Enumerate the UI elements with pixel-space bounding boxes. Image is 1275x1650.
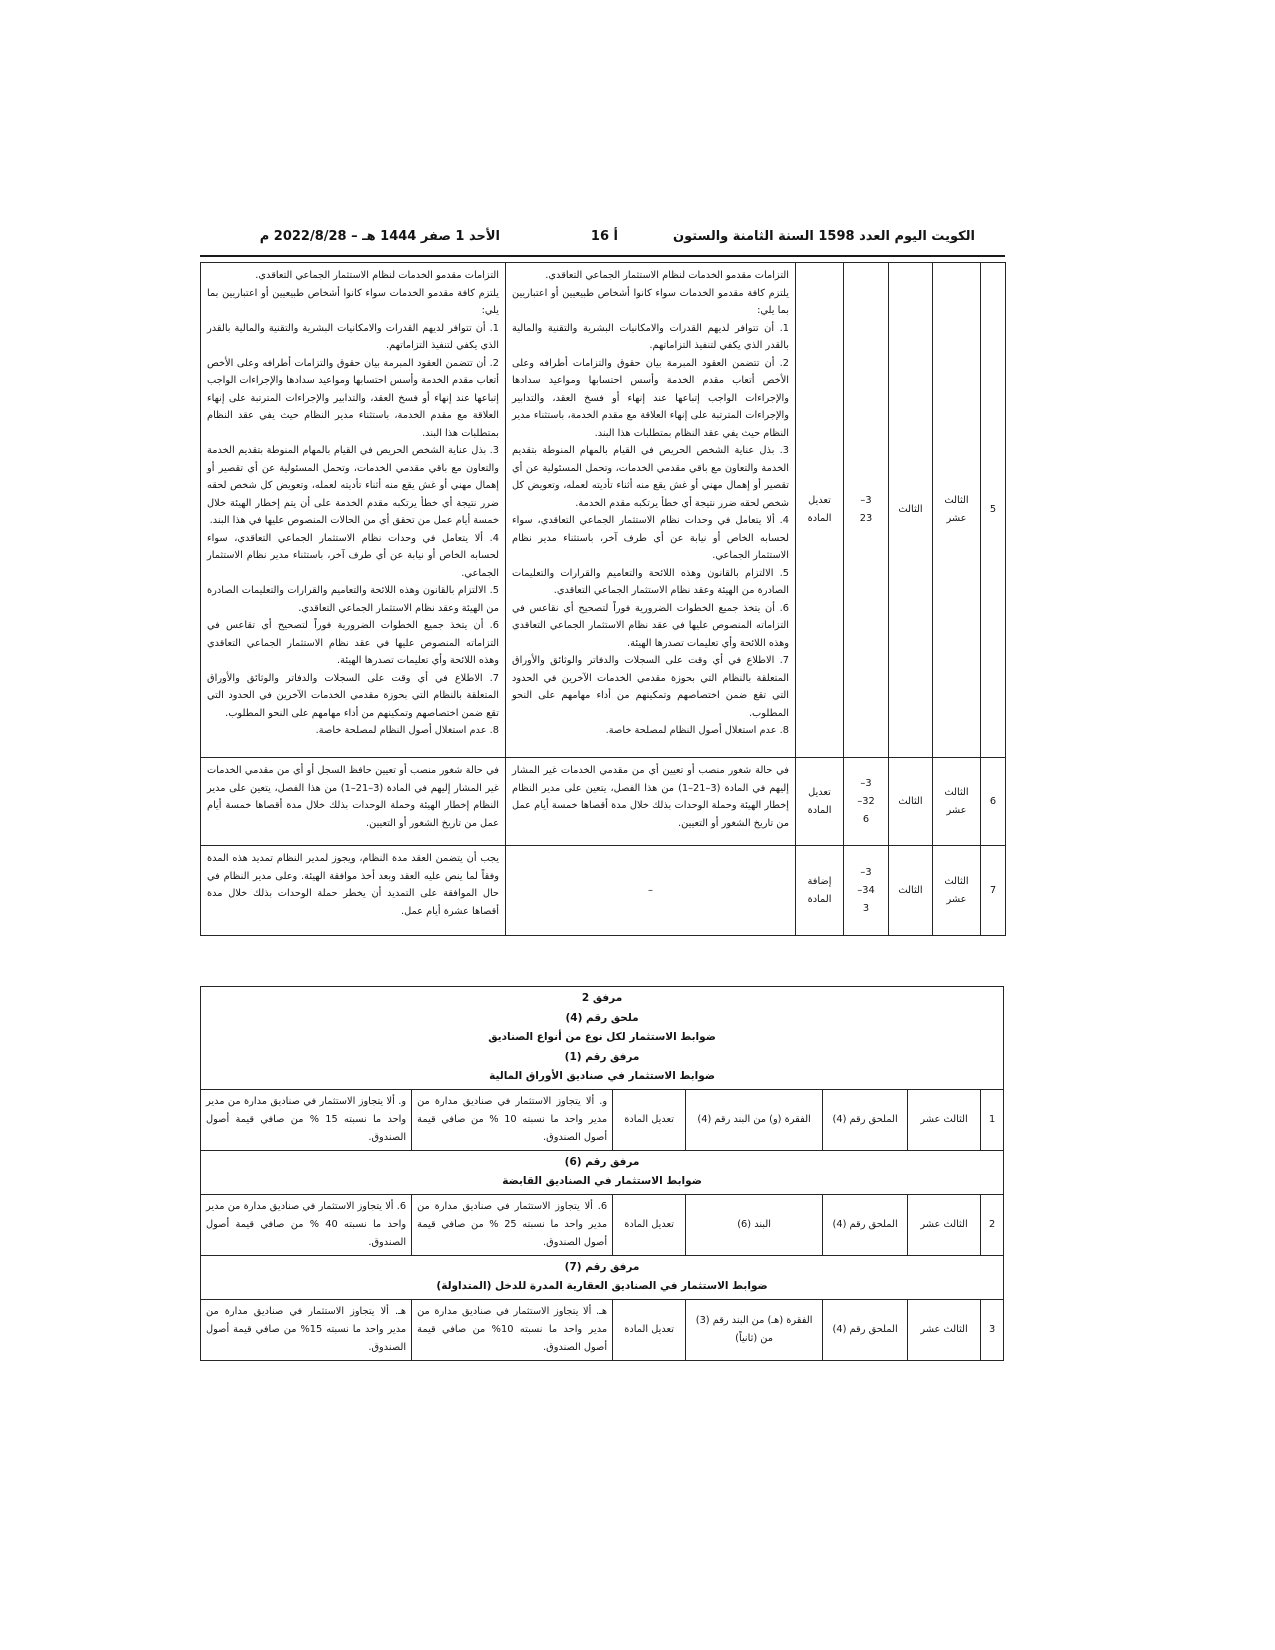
clause-paragraph: 8. عدم استغلال أصول النظام لمصلحة خاصة. xyxy=(315,725,499,736)
current-text-cell: في حالة شغور منصب أو تعيين أي من مقدمي الخدمات غير المشار إليهم في المادة (3–21–1) من هذا الفصل، يتعين على مدير النظام إخطار الهيئة وحملة الوحدات بذلك خلال مدة أقصاها خمسة أيام عمل من تاريخ الشغور أو التعيين. xyxy=(506,758,796,846)
chapter-cell: الثالث xyxy=(889,758,933,846)
table-row xyxy=(201,1299,1004,1360)
clause-paragraph: التزامات مقدمو الخدمات لنظام الاستثمار الجماعي التعاقدي. xyxy=(545,270,789,281)
article-number-line: 3– xyxy=(860,777,872,789)
article-number-line: 6 xyxy=(862,813,870,825)
current-text-cell xyxy=(506,263,796,758)
annex-subheading-row xyxy=(201,1150,1004,1194)
annex-subheading-row xyxy=(201,1255,1004,1299)
clause-paragraph: يلتزم كافة مقدمو الخدمات سواء كانوا أشخاص طبيعيين أو اعتباريين بما يلي: xyxy=(207,287,499,316)
section-cell: الثالث عشر xyxy=(933,758,981,846)
article-number-cell xyxy=(844,758,889,846)
clause-cell: الفقرة (و) من البند رقم (4) xyxy=(686,1089,823,1150)
current-text-cell: هـ. ألا يتجاوز الاستثمار في صناديق مدارة من مدير واحد ما نسبته 10% من صافي قيمة أصول الصندوق. xyxy=(412,1299,613,1360)
proposed-text-cell: 6. ألا يتجاوز الاستثمار في صناديق مدارة من مدير واحد ما نسبته 40 % من صافي قيمة أصول الصندوق. xyxy=(201,1194,412,1255)
current-text-cell: و. ألا يتجاوز الاستثمار في صناديق مدارة من مدير واحد ما نسبته 10 % من صافي قيمة أصول الصندوق. xyxy=(412,1089,613,1150)
annex-cell: الملحق رقم (4) xyxy=(823,1089,908,1150)
clause-paragraph: 6. أن يتخذ جميع الخطوات الضرورية فوراً لتصحيح أي تقاعس في التزاماته المنصوص عليها في عقد نظام الاستثمار الجماعي التعاقدي وهذه اللائحة وأي تعليمات تصدرها الهيئة. xyxy=(207,620,499,666)
section-cell: الثالث عشر xyxy=(933,846,981,936)
current-text-cell: 6. ألا يتجاوز الاستثمار في صناديق مدارة من مدير واحد ما نسبته 25 % من صافي قيمة أصول الصندوق. xyxy=(412,1194,613,1255)
clause-cell: البند (6) xyxy=(686,1194,823,1255)
table-row xyxy=(201,758,1006,846)
clause-paragraph: 3. بذل عناية الشخص الحريص في القيام بالمهام المنوطة بتقديم الخدمة والتعاون مع باقي مقدمي الخدمات، وتحمل المسئولية عن أي تقصير أو إهمال مهني أو غش يقع منه أثناء تأديته لعمله، وتعويض كل شخص لحقه ضرر نتيجة أي خطأ يرتكبه مقدم الخدمة على أن يتم إخطار الهيئة خلال خمسة أيام عمل من تحقق أي من الحالات المنصوص عليها في هذا البند. xyxy=(207,445,499,526)
section-cell: الثالث عشر xyxy=(908,1194,981,1255)
clause-paragraph: التزامات مقدمو الخدمات لنظام الاستثمار الجماعي التعاقدي. xyxy=(255,270,499,281)
article-number-cell xyxy=(844,263,889,758)
heading-line: مرفق رقم (6) xyxy=(564,1155,640,1168)
action-cell: تعديل المادة xyxy=(796,758,844,846)
proposed-text-cell: و. ألا يتجاوز الاستثمار في صناديق مدارة من مدير واحد ما نسبته 15 % من صافي قيمة أصول الصندوق. xyxy=(201,1089,412,1150)
annex-heading xyxy=(201,987,1004,1090)
table-row xyxy=(201,263,1006,758)
clause-cell: الفقرة (هـ) من البند رقم (3) من (ثانياً) xyxy=(686,1299,823,1360)
row-number: 1 xyxy=(981,1089,1004,1150)
row-number: 5 xyxy=(981,263,1006,758)
section-cell: الثالث عشر xyxy=(908,1299,981,1360)
clause-paragraph: 4. ألا يتعامل في وحدات نظام الاستثمار الجماعي التعاقدي، سواء لحسابه الخاص أو نيابة عن أي طرف آخر، باستثناء مدير نظام الاستثمار الجماعي. xyxy=(207,532,499,579)
clause-paragraph: يلتزم كافة مقدمو الخدمات سواء كانوا أشخاص طبيعيين أو اعتباريين بما يلي: xyxy=(512,287,789,316)
clause-paragraph: 2. أن تتضمن العقود المبرمة بيان حقوق والتزامات أطرافه وعلى الأخص أتعاب مقدم الخدمة وأسس احتسابها ومواعيد سدادها والإجراءات الواجب إتباعها عند إنهاء أو فسخ العقد، والتدابير والإجراءات المترتبة على إنهاء العلاقة مع مقدم الخدمة، باستثناء مدير النظام حيث يفي عقد النظام بمتطلبات هذا البند. xyxy=(512,357,789,439)
annex-heading-row xyxy=(201,987,1004,1090)
action-cell: إضافة المادة xyxy=(796,846,844,936)
article-number-cell xyxy=(844,846,889,936)
article-number-line: 34– xyxy=(857,884,875,896)
clause-paragraph: 1. أن تتوافر لديهم القدرات والامكانيات البشرية والتقنية والمالية بالقدر الذي يكفي لتنفيذ التزاماتهم. xyxy=(207,322,499,351)
clause-paragraph: 5. الالتزام بالقانون وهذه اللائحة والتعاميم والقرارات والتعليمات الصادرة من الهيئة وعقد نظام الاستثمار الجماعي التعاقدي. xyxy=(207,585,499,614)
heading-line: ملحق رقم (4) xyxy=(565,1011,639,1024)
clause-paragraph: 3. بذل عناية الشخص الحريص في القيام بالمهام المنوطة بتقديم الخدمة والتعاون مع باقي مقدمي الخدمات، وتحمل المسئولية عن أي تقصير أو إهمال مهني أو غش يقع منه أثناء تأديته لعمله، وتعويض كل شخص لحقه ضرر نتيجة أي خطأ يرتكبه مقدم الخدمة. xyxy=(512,445,789,509)
clause-paragraph: 7. الاطلاع في أي وقت على السجلات والدفاتر والوثائق والأوراق المتعلقة بالنظام التي بحوزة مقدمي الخدمات الآخرين في الحدود التي تقع ضمن اختصاصهم وتمكينهم من أداء مهامهم على النحو المطلوب. xyxy=(512,655,789,719)
row-number: 6 xyxy=(981,758,1006,846)
table-row xyxy=(201,1194,1004,1255)
row-number: 2 xyxy=(981,1194,1004,1255)
publication-title: الكويت اليوم العدد 1598 السنة الثامنة والستون xyxy=(673,229,975,244)
current-text-cell: – xyxy=(506,846,796,936)
annex-cell: الملحق رقم (4) xyxy=(823,1194,908,1255)
header-divider xyxy=(200,255,1005,257)
heading-line: ضوابط الاستثمار لكل نوع من أنواع الصناديق xyxy=(488,1031,716,1043)
heading-line: مرفق 2 xyxy=(581,992,623,1004)
clause-paragraph: 4. ألا يتعامل في وحدات نظام الاستثمار الجماعي التعاقدي، سواء لحسابه الخاص أو نيابة عن أي طرف آخر، باستثناء مدير نظام الاستثمار الجماعي. xyxy=(512,515,789,561)
clause-paragraph: 5. الالتزام بالقانون وهذه اللائحة والتعاميم والقرارات والتعليمات الصادرة من الهيئة وعقد نظام الاستثمار الجماعي التعاقدي. xyxy=(512,567,789,596)
clause-paragraph: 8. عدم استغلال أصول النظام لمصلحة خاصة. xyxy=(605,725,789,736)
annex-table xyxy=(200,986,1004,1361)
article-number-line: 3 xyxy=(862,902,870,914)
clause-paragraph: 7. الاطلاع في أي وقت على السجلات والدفاتر والوثائق والأوراق المتعلقة بالنظام التي بحوزة مقدمي الخدمات الآخرين في الحدود التي تقع ضمن اختصاصهم وتمكينهم من أداء مهامهم على النحو المطلوب. xyxy=(207,672,499,719)
row-number: 3 xyxy=(981,1299,1004,1360)
article-number-line: 3– xyxy=(860,866,872,878)
section-cell: الثالث عشر xyxy=(908,1089,981,1150)
section-cell: الثالث عشر xyxy=(933,263,981,758)
heading-line: ضوابط الاستثمار في الصناديق العقارية المدرة للدخل (المتداولة) xyxy=(436,1280,768,1292)
proposed-text-cell: هـ. ألا يتجاوز الاستثمار في صناديق مدارة من مدير واحد ما نسبته 15% من صافي قيمة أصول الصندوق. xyxy=(201,1299,412,1360)
action-cell: تعديل المادة xyxy=(613,1194,686,1255)
annex-cell: الملحق رقم (4) xyxy=(823,1299,908,1360)
proposed-text-cell xyxy=(201,263,506,758)
heading-line: ضوابط الاستثمار في الصناديق القابضة xyxy=(502,1175,702,1187)
annex-subheading xyxy=(201,1150,1004,1194)
issue-date: الأحد 1 صفر 1444 هـ – 2022/8/28 م xyxy=(259,229,500,244)
amendments-table xyxy=(200,262,1006,936)
proposed-text-cell: في حالة شغور منصب أو تعيين حافظ السجل أو أي من مقدمي الخدمات غير المشار إليهم في المادة (3–21–1) من هذا الفصل، يتعين على مدير النظام إخطار الهيئة وحملة الوحدات بذلك خلال مدة أقصاها خمسة أيام عمل من تاريخ الشغور أو التعيين. xyxy=(201,758,506,846)
row-number: 7 xyxy=(981,846,1006,936)
clause-paragraph: 6. أن يتخذ جميع الخطوات الضرورية فوراً لتصحيح أي نقاعس في التزاماته المنصوص عليها في عقد نظام الاستثمار الجماعي التعاقدي وهذه اللائحة وأي تعليمات تصدرها الهيئة. xyxy=(512,602,789,649)
action-cell: تعديل المادة xyxy=(613,1299,686,1360)
action-cell: تعديل المادة xyxy=(796,263,844,758)
article-number-line: 23 xyxy=(859,513,873,524)
heading-line: مرفق رقم (1) xyxy=(564,1050,640,1063)
table-row xyxy=(201,1089,1004,1150)
chapter-cell: الثالث xyxy=(889,846,933,936)
article-number-line: 32– xyxy=(857,795,875,807)
table-row xyxy=(201,846,1006,936)
heading-line: ضوابط الاستثمار في صناديق الأوراق المالية xyxy=(489,1070,715,1082)
page-number: أ 16 xyxy=(590,229,618,244)
proposed-text-cell: يجب أن يتضمن العقد مدة النظام، ويجوز لمدير النظام تمديد هذه المدة وفقاً لما ينص عليه العقد وبعد أخذ موافقة الهيئة. وعلى مدير النظام في حال الموافقة على التمديد أن يخطر حملة الوحدات بذلك خلال مدة أقصاها عشرة أيام عمل. xyxy=(201,846,506,936)
chapter-cell: الثالث xyxy=(889,263,933,758)
annex-subheading xyxy=(201,1255,1004,1299)
heading-line: مرفق رقم (7) xyxy=(564,1260,640,1273)
article-number-line: 3– xyxy=(860,495,872,506)
action-cell: تعديل المادة xyxy=(613,1089,686,1150)
clause-paragraph: 2. أن تتضمن العقود المبرمة بيان حقوق والتزامات أطرافه وعلى الأخص أتعاب مقدم الخدمة وأسس احتسابها ومواعيد سدادها والإجراءات الواجب إتباعها عند إنهاء أو فسخ العقد، والتدابير والإجراءات المترتبة على إنهاء العلاقة مع مقدم الخدمة، باستثناء مدير النظام حيث يفي عقد النظام بمتطلبات هذا البند. xyxy=(207,357,499,439)
clause-paragraph: 1. أن تتوافر لديهم القدرات والامكانيات البشرية والتقنية والمالية بالقدر الذي يكفي لتنفيذ التزاماتهم. xyxy=(512,322,789,351)
